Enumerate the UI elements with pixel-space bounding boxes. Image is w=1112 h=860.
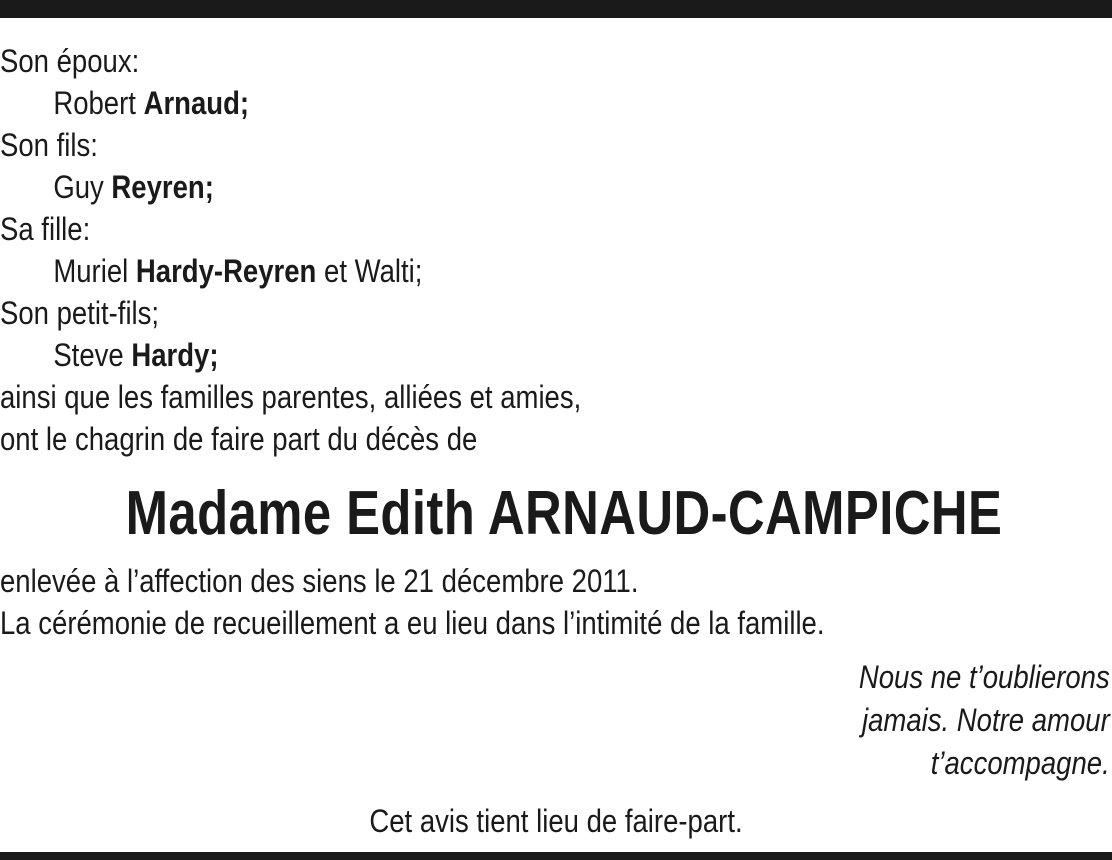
bottom-rule bbox=[0, 852, 1112, 860]
intro-line-1: ainsi que les familles parentes, alliées et amies, bbox=[0, 379, 582, 415]
grandson-name bbox=[0, 334, 956, 376]
daughter-suffix: et Walti; bbox=[324, 253, 423, 289]
details bbox=[0, 560, 1112, 644]
quote-line-2: jamais. Notre amour bbox=[862, 702, 1110, 738]
daughter-name bbox=[0, 250, 956, 292]
son-first-name: Guy bbox=[53, 169, 104, 205]
spouse-last-name: Arnaud; bbox=[143, 85, 250, 121]
daughter-last-name: Hardy-Reyren bbox=[135, 253, 317, 289]
details-line-1: enlevée à l’affection des siens le 21 décembre 2011. bbox=[0, 563, 639, 599]
grandson-first-name: Steve bbox=[53, 337, 124, 373]
intro-line-2: ont le chagrin de faire part du décès de bbox=[0, 421, 478, 457]
top-rule bbox=[0, 0, 1112, 18]
son-name bbox=[0, 166, 956, 208]
quote-line-3: t’accompagne. bbox=[931, 745, 1110, 781]
spouse-name bbox=[0, 82, 956, 124]
family-list bbox=[0, 40, 1112, 460]
son-last-name: Reyren; bbox=[111, 169, 214, 205]
footer-note: Cet avis tient lieu de faire-part. bbox=[369, 803, 743, 839]
memorial-quote bbox=[859, 656, 1110, 785]
spouse-first-name: Robert bbox=[53, 85, 136, 121]
grandson-last-name: Hardy; bbox=[131, 337, 219, 373]
quote-line-1: Nous ne t’oublierons bbox=[859, 659, 1110, 695]
son-label: Son fils: bbox=[0, 127, 98, 163]
details-line-2: La cérémonie de recueillement a eu lieu dans l’intimité de la famille. bbox=[0, 605, 825, 641]
deceased-name: Madame Edith ARNAUD-CAMPICHE bbox=[125, 479, 1003, 548]
daughter-label: Sa fille: bbox=[0, 211, 91, 247]
daughter-first-name: Muriel bbox=[53, 253, 129, 289]
spouse-label: Son époux: bbox=[0, 43, 140, 79]
grandson-label: Son petit-fils; bbox=[0, 295, 160, 331]
